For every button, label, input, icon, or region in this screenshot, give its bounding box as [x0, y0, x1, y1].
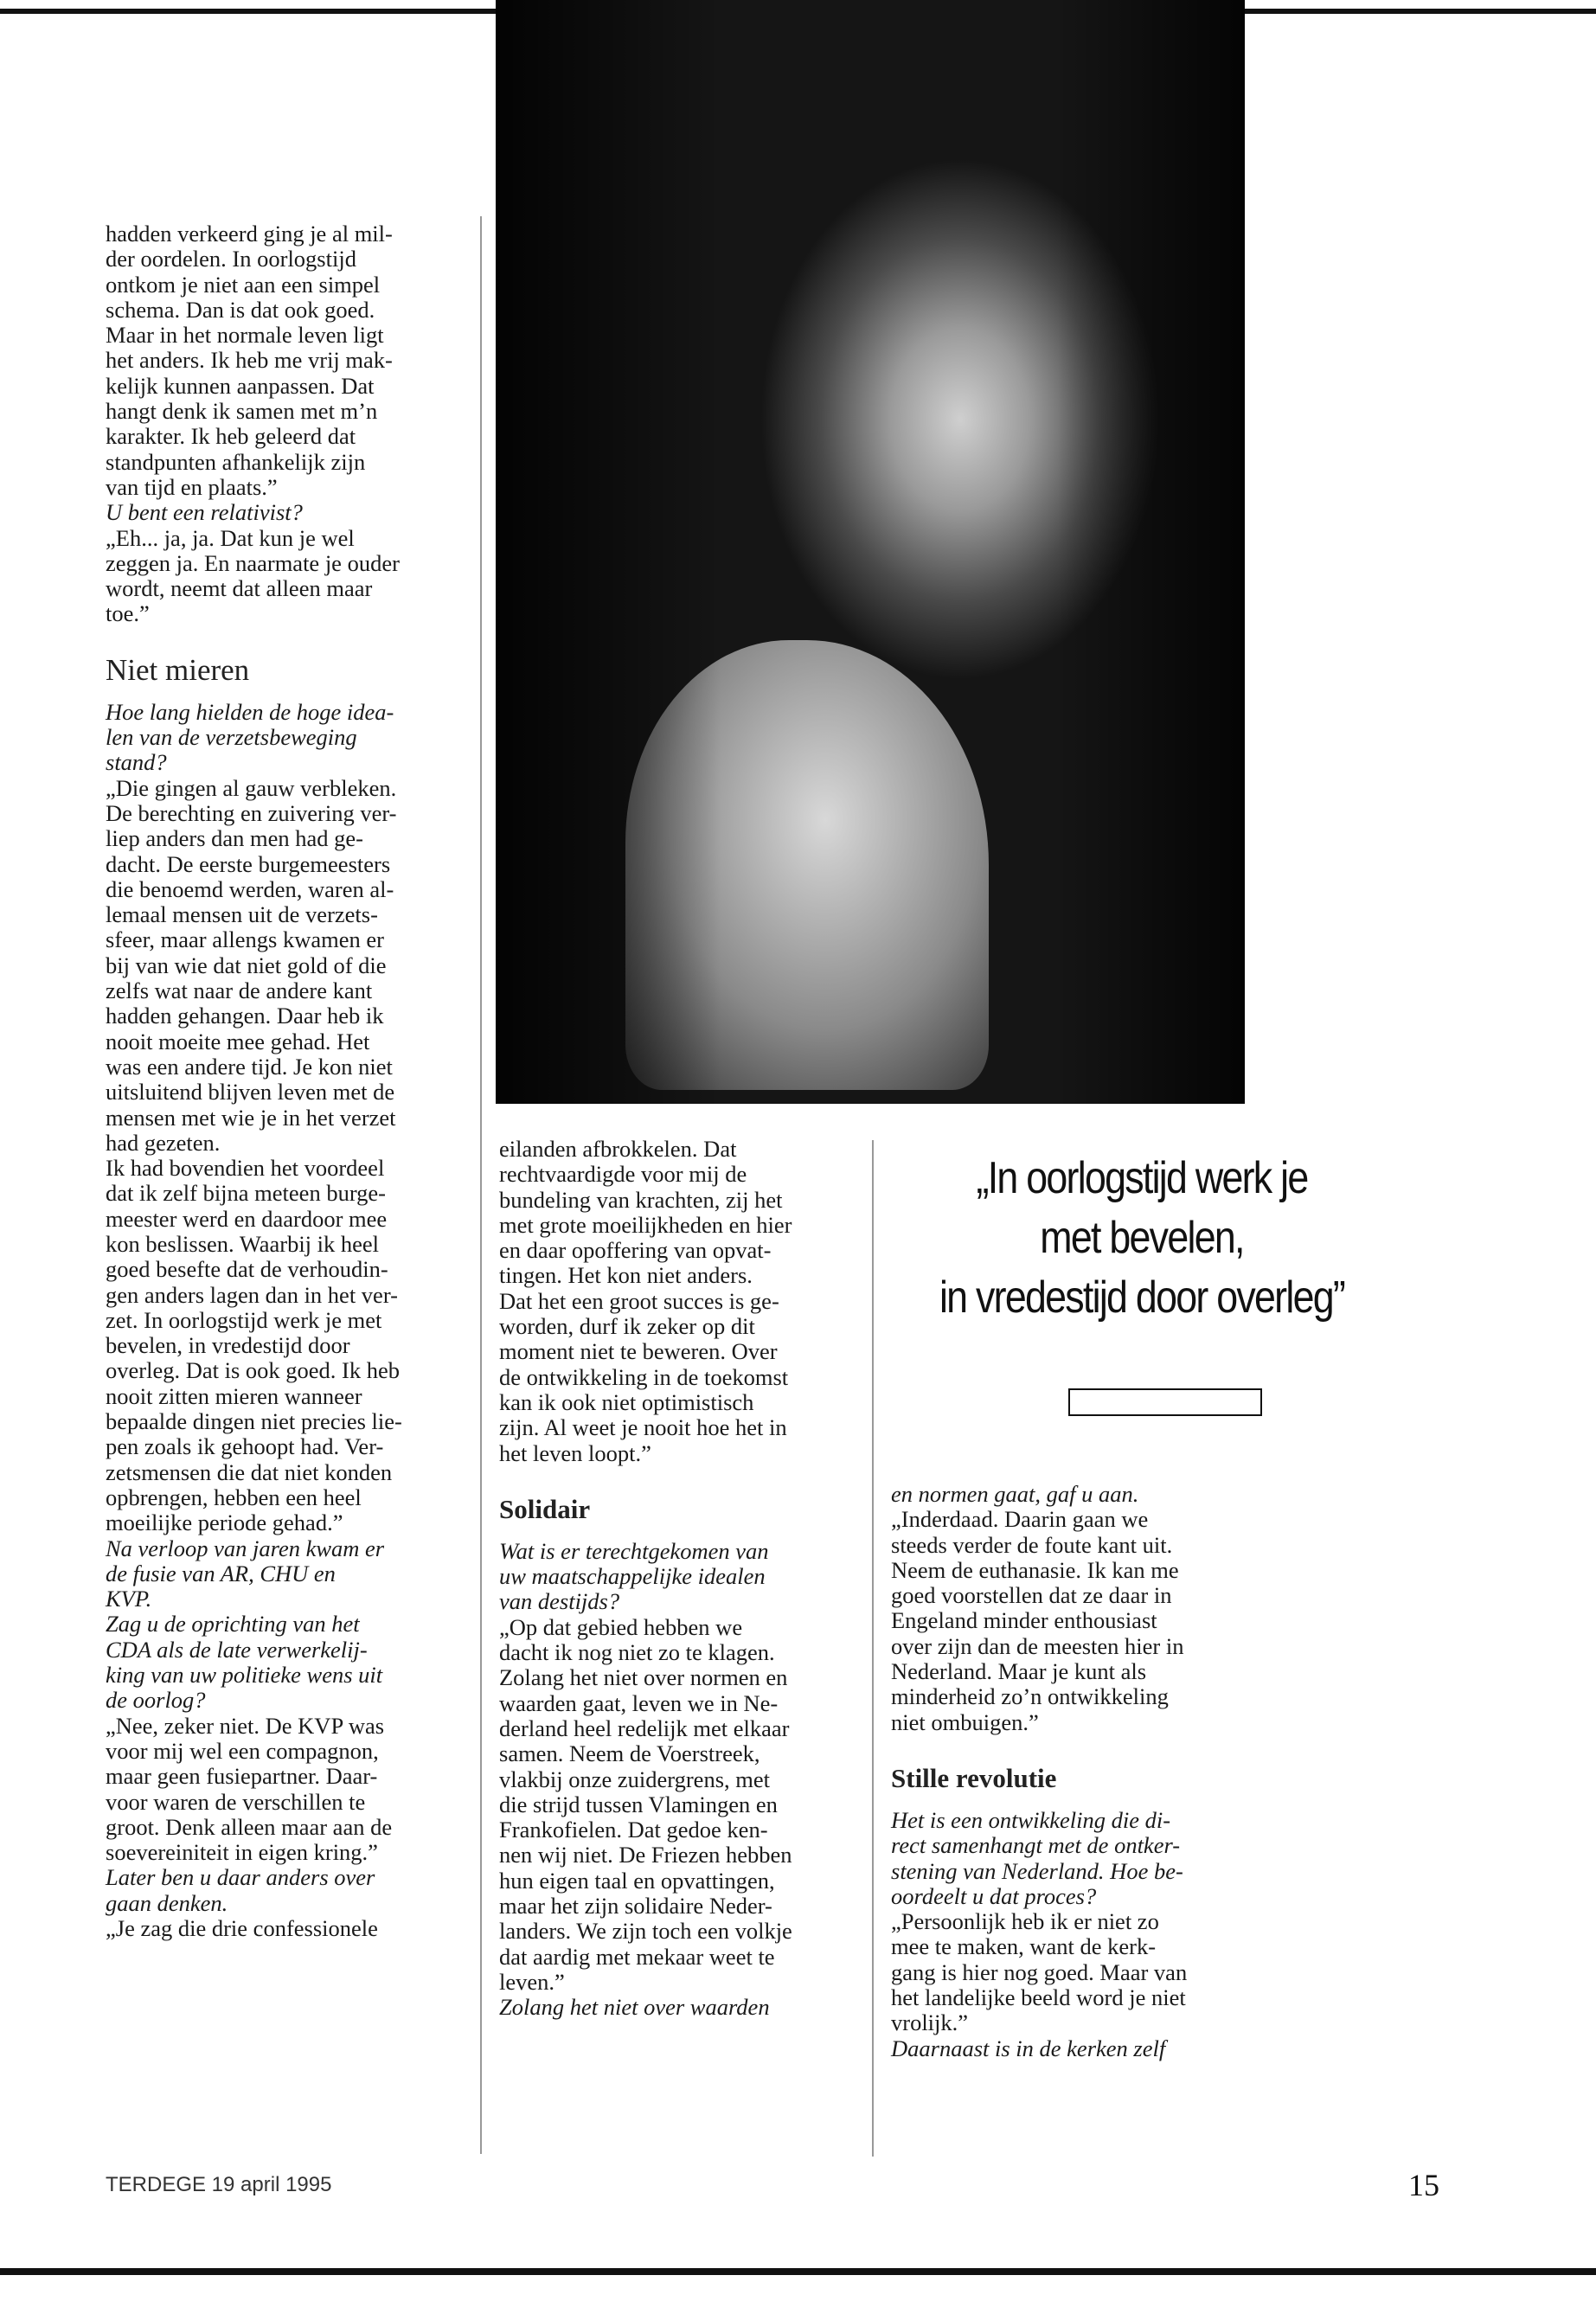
text-line: die strijd tussen Vlamingen en [499, 1791, 778, 1817]
text-line: bundeling van krachten, zij het [499, 1186, 783, 1213]
text-line: worden, durf ik zeker op dit [499, 1313, 755, 1340]
text-line: Neem de euthanasie. Ik kan me [891, 1556, 1179, 1583]
text-line: hangt denk ik samen met m’n [106, 398, 378, 425]
text-line: „Inderdaad. Daarin gaan we [891, 1506, 1149, 1533]
text-line: derland heel redelijk met elkaar [499, 1715, 790, 1741]
text-line: vrolijk.” [891, 2009, 969, 2036]
text-line: oordeelt u dat proces? [891, 1882, 1097, 1909]
text-line: gang is hier nog goed. Maar van [891, 1958, 1188, 1985]
bottom-rule [0, 2268, 1596, 2275]
pull-quote-box-ornament [1068, 1388, 1262, 1416]
text-line: Solidair [499, 1493, 591, 1524]
column-divider [480, 216, 482, 2154]
text-line: niet ombuigen.” [891, 1708, 1039, 1735]
text-line: len van de verzetsbeweging [106, 724, 357, 751]
text-line: Na verloop van jaren kwam er [106, 1535, 385, 1561]
text-line: gaan denken. [106, 1889, 228, 1916]
text-line: stand? [106, 749, 167, 776]
text-line: „Die gingen al gauw verbleken. [106, 774, 397, 801]
text-line: zijn. Al weet je nooit hoe het in [499, 1414, 787, 1441]
text-line: dacht. De eerste burgemeesters [106, 850, 391, 877]
text-line: goed besefte dat de verhoudin- [106, 1256, 388, 1283]
text-line: der oordelen. In oorlogstijd [106, 246, 356, 272]
text-line: over zijn dan de meesten hier in [891, 1632, 1184, 1659]
text-line: dacht ik nog niet zo te klagen. [499, 1639, 775, 1666]
text-line: liep anders dan men had ge- [106, 825, 364, 852]
interview-question [499, 1539, 862, 1615]
text-line: van tijd en plaats.” [106, 473, 278, 500]
body-paragraph [499, 1137, 862, 1466]
text-line: rechtvaardigde voor mij de [499, 1161, 747, 1188]
text-line: KVP. [106, 1586, 152, 1612]
photo-shade [496, 0, 1245, 1104]
text-line: en daar opoffering van opvat- [499, 1237, 772, 1264]
text-line: leven.” [499, 1968, 565, 1995]
interview-question [891, 1808, 1254, 1909]
pull-quote [926, 1149, 1358, 1328]
text-line: de oorlog? [106, 1687, 206, 1714]
text-line: Niet mieren [106, 652, 250, 687]
text-line: „Persoonlijk heb ik er niet zo [891, 1908, 1159, 1935]
text-line: het leven loopt.” [499, 1439, 651, 1466]
text-line: Frankofielen. Dat gedoe ken- [499, 1817, 768, 1843]
text-line: kon beslissen. Waarbij ik heel [106, 1230, 380, 1257]
text-line: had gezeten. [106, 1129, 221, 1156]
portrait-photo [496, 0, 1245, 1104]
pull-quote-line: met bevelen, [1040, 1213, 1244, 1263]
text-line: voor mij wel een compagnon, [106, 1737, 379, 1764]
text-line: steeds verder de foute kant uit. [891, 1531, 1173, 1558]
text-line: Daarnaast is in de kerken zelf [891, 2035, 1166, 2061]
interview-question [106, 1536, 469, 1714]
text-line: „Eh... ja, ja. Dat kun je wel [106, 524, 355, 551]
text-line: overleg. Dat is ook goed. Ik heb [106, 1357, 400, 1384]
text-line: minderheid zo’n ontwikkeling [891, 1683, 1169, 1710]
text-line: „Op dat gebied hebben we [499, 1613, 743, 1640]
text-line: moment niet te beweren. Over [499, 1338, 778, 1365]
text-line: sfeer, maar allengs kwamen er [106, 926, 384, 953]
text-line: gen anders lagen dan in het ver- [106, 1281, 398, 1308]
text-line: tingen. Het kon niet anders. [499, 1262, 753, 1289]
section-heading [891, 1761, 1254, 1796]
body-paragraph [106, 776, 469, 1536]
text-line: soevereiniteit in eigen kring.” [106, 1839, 378, 1866]
text-line: nen wij niet. De Friezen hebben [499, 1842, 792, 1868]
text-line: eilanden afbrokkelen. Dat [499, 1136, 737, 1162]
text-line: Zag u de oprichting van het [106, 1611, 360, 1638]
text-line: maar geen fusiepartner. Daar- [106, 1763, 378, 1790]
interview-question [891, 1482, 1254, 1507]
text-line: pen zoals ik gehoopt had. Ver- [106, 1433, 384, 1460]
pull-quote-line: „In oorlogstijd werk je [976, 1153, 1308, 1203]
text-line: vlakbij onze zuidergrens, met [499, 1766, 770, 1792]
publication-footer: TERDEGE 19 april 1995 [106, 2173, 332, 2196]
text-line: kan ik ook niet optimistisch [499, 1388, 754, 1415]
text-line: het anders. Ik heb me vrij mak- [106, 347, 393, 374]
text-line: met grote moeilijkheden en hier [499, 1211, 792, 1238]
text-line: „Je zag die drie confessionele [106, 1915, 378, 1941]
text-line: kelijk kunnen aanpassen. Dat [106, 372, 375, 399]
text-line: bij van wie dat niet gold of die [106, 952, 387, 978]
text-line: dat aardig met mekaar weet te [499, 1943, 775, 1970]
text-line: hun eigen taal en opvattingen, [499, 1867, 775, 1894]
text-line: schema. Dan is dat ook goed. [106, 296, 375, 323]
text-line: Stille revolutie [891, 1762, 1057, 1793]
body-paragraph [106, 221, 469, 500]
interview-question [106, 700, 469, 776]
text-line: De berechting en zuivering ver- [106, 799, 397, 826]
text-line: bevelen, in vredestijd door [106, 1332, 350, 1359]
body-paragraph [106, 1916, 469, 1941]
section-heading [499, 1492, 862, 1527]
text-line: Later ben u daar anders over [106, 1864, 375, 1891]
text-line: hadden gehangen. Daar heb ik [106, 1003, 384, 1029]
text-line: bepaalde dingen niet precies lie- [106, 1408, 402, 1435]
text-line: nooit moeite mee gehad. Het [106, 1028, 370, 1054]
text-line: en normen gaat, gaf u aan. [891, 1481, 1139, 1507]
text-line: hadden verkeerd ging je al mil- [106, 221, 393, 247]
interview-question [106, 500, 469, 525]
interview-question [499, 1995, 862, 2020]
text-line: CDA als de late verwerkelij- [106, 1636, 368, 1663]
text-line: Maar in het normale leven ligt [106, 322, 384, 349]
text-line: Dat het een groot succes is ge- [499, 1287, 779, 1314]
text-line: was een andere tijd. Je kon niet [106, 1053, 393, 1080]
text-line: king van uw politieke wens uit [106, 1662, 383, 1689]
body-paragraph [499, 1615, 862, 1995]
text-line: Zolang het niet over normen en [499, 1664, 788, 1691]
text-line: mee te maken, want de kerk- [891, 1933, 1157, 1960]
text-line: Wat is er terechtgekomen van [499, 1537, 769, 1564]
body-paragraph [106, 1714, 469, 1866]
text-line: rect samenhangt met de ontker- [891, 1832, 1181, 1859]
text-line: opbrengen, hebben een heel [106, 1484, 362, 1510]
text-line: ontkom je niet aan een simpel [106, 271, 381, 298]
text-line: Nederland. Maar je kunt als [891, 1658, 1147, 1685]
text-line: toe.” [106, 600, 150, 627]
interview-question [891, 2036, 1254, 2061]
text-line: zetsmensen die dat niet konden [106, 1458, 393, 1485]
text-line: van destijds? [499, 1588, 620, 1615]
article-column-3 [891, 1482, 1254, 2061]
text-line: landers. We zijn toch een volkje [499, 1918, 792, 1945]
text-line: zelfs wat naar de andere kant [106, 977, 373, 1004]
column-divider [872, 1140, 874, 2157]
text-line: moeilijke periode gehad.” [106, 1509, 343, 1536]
text-line: nooit zitten mieren wanneer [106, 1382, 362, 1409]
body-paragraph [106, 526, 469, 627]
text-line: „Nee, zeker niet. De KVP was [106, 1712, 385, 1739]
text-line: zeggen ja. En naarmate je ouder [106, 549, 400, 576]
text-line: standpunten afhankelijk zijn [106, 448, 366, 475]
text-line: maar het zijn solidaire Neder- [499, 1893, 772, 1920]
text-line: dat ik zelf bijna meteen burge- [106, 1180, 387, 1207]
text-line: waarden gaat, leven we in Ne- [499, 1689, 779, 1716]
article-column-1 [106, 221, 469, 1941]
text-line: samen. Neem de Voerstreek, [499, 1740, 760, 1767]
text-line: de fusie van AR, CHU en [106, 1560, 336, 1586]
text-line: voor waren de verschillen te [106, 1788, 366, 1815]
text-line: zet. In oorlogstijd werk je met [106, 1306, 382, 1333]
body-paragraph [891, 1507, 1254, 1735]
text-line: karakter. Ik heb geleerd dat [106, 423, 356, 450]
text-line: Ik had bovendien het voordeel [106, 1155, 385, 1182]
text-line: Zolang het niet over waarden [499, 1994, 770, 2021]
text-line: de ontwikkeling in de toekomst [499, 1363, 789, 1390]
text-line: U bent een relativist? [106, 499, 303, 526]
text-line: goed voorstellen dat ze daar in [891, 1582, 1172, 1609]
text-line: uw maatschappelijke idealen [499, 1563, 766, 1590]
text-line: Hoe lang hielden de hoge idea- [106, 698, 394, 725]
text-line: meester werd en daardoor mee [106, 1205, 388, 1232]
pull-quote-line: in vredestijd door overleg” [939, 1272, 1345, 1323]
text-line: groot. Denk alleen maar aan de [106, 1813, 393, 1840]
text-line: die benoemd werden, waren al- [106, 875, 394, 902]
text-line: uitsluitend blijven leven met de [106, 1079, 395, 1106]
article-column-2 [499, 1137, 862, 2021]
text-line: het landelijke beeld word je niet [891, 1984, 1186, 2011]
text-line: Engeland minder enthousiast [891, 1607, 1157, 1634]
text-line: lemaal mensen uit de verzets- [106, 901, 378, 928]
interview-question [106, 1865, 469, 1916]
page-number: 15 [1408, 2168, 1439, 2202]
text-line: wordt, neemt dat alleen maar [106, 575, 373, 602]
body-paragraph [891, 1909, 1254, 2035]
section-heading [106, 653, 469, 688]
text-line: stening van Nederland. Hoe be- [891, 1857, 1183, 1884]
text-line: Het is een ontwikkeling die di- [891, 1806, 1171, 1833]
text-line: mensen met wie je in het verzet [106, 1104, 396, 1131]
